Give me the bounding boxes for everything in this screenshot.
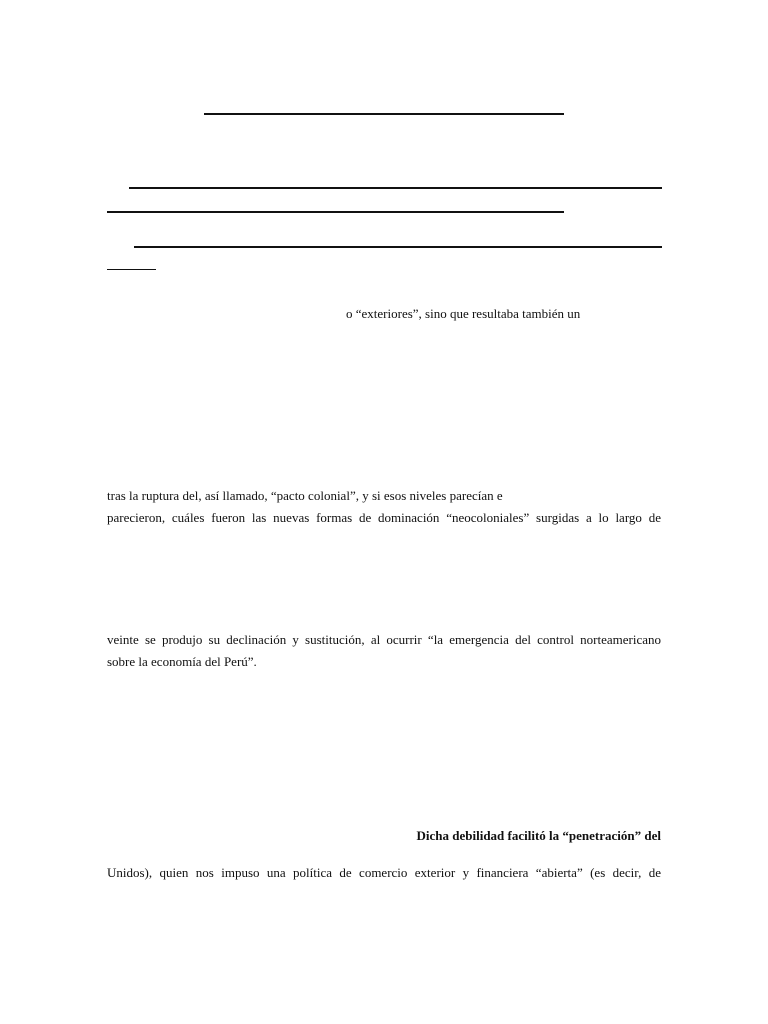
paragraph-4-line-1: Dicha debilidad facilitó la “penetración” del xyxy=(416,828,661,843)
heading-rule-2b xyxy=(107,269,156,270)
paragraph-2-line-1: tras la ruptura del, así llamado, “pacto colonial”, y si esos niveles parecían e xyxy=(107,488,503,503)
paragraph-3-line-1: veinte se produjo su declinación y sustitución, al ocurrir “la emergencia del control norteamericano xyxy=(107,632,661,647)
paragraph-3-line-2: sobre la economía del Perú”. xyxy=(107,654,257,669)
heading-rule-2a xyxy=(134,246,662,248)
paragraph-4-line-2: Unidos), quien nos impuso una política de comercio exterior y financiera “abierta” (es decir, de xyxy=(107,865,661,880)
title-underline xyxy=(204,113,564,115)
paragraph-2-line-2: parecieron, cuáles fueron las nuevas formas de dominación “neocoloniales” surgidas a lo largo de xyxy=(107,510,661,525)
paragraph-1-line-1: o “exteriores”, sino que resultaba también un xyxy=(346,306,581,321)
heading-rule-1a xyxy=(129,187,662,189)
heading-rule-1b xyxy=(107,211,564,213)
